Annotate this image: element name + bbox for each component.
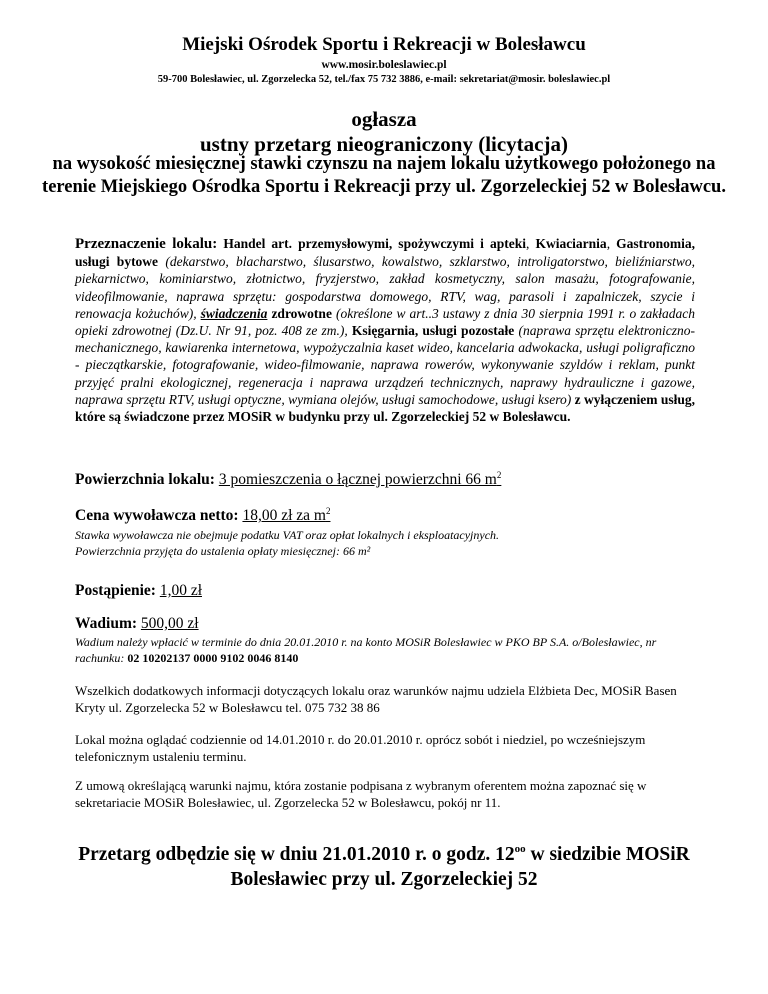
step-row [75, 581, 695, 600]
area-row [75, 470, 695, 489]
purpose-part-8: Księgarnia, usługi pozostałe [351, 323, 515, 339]
purpose-part-1: Handel art. przemysłowymi, spożywczymi i apteki [223, 236, 526, 251]
purpose-part-3: Gastronomia, usługi bytowe [75, 236, 696, 270]
purpose-label: Przeznaczenie lokalu: [75, 236, 218, 252]
price-value-text: 18,00 zł za m [242, 507, 326, 524]
purpose-sep-1: , [525, 236, 536, 251]
announcement-line-2: ustny przetarg nieograniczony (licytacja) [199, 132, 568, 156]
purpose-part-2: Kwiaciarnia [535, 236, 607, 251]
wadium-account-number: 02 10202137 0000 9102 0046 8140 [127, 650, 299, 665]
area-value-sup: 2 [496, 470, 502, 480]
org-name: Miejski Ośrodek Sportu i Rekreacji w Bolesławcu [182, 34, 586, 55]
purpose-part-4: (dekarstwo, blacharstwo, ślusarstwo, kowalstwo, szklarstwo, introligatorstwo, bieliźniarstwo, piekarnictwo, kominiarstwo, złotnictwo, fryzjerstwo, zakład kosmetyczny, salon masażu, fotografowanie, videofilmowanie, naprawa sprzętu: gospodarstwa domowego, RTV, wag, parasoli i zapalniczek, szycie i renowacja kożuchów), [75, 254, 695, 321]
wadium-note-text: Wadium należy wpłacić w terminie do dnia 20.01.2010 r. na konto MOSiR Bolesławiec w PKO BP S.A. o/Bolesławiec, nr rachunku: [75, 635, 657, 665]
purpose-part-9: (naprawa sprzętu elektroniczno-mechanicznego, kawiarenka internetowa, wypożyczalnia kaset wideo, kancelaria adwokacka, usługi poligraficzno - pieczątkarskie, fotografowanie, wideo-filmowanie, naprawa rowerów, wykonywanie szyldów i reklam, punkt przyjęć pralni ekologicznej, regeneracja i naprawa urządzeń technicznych, naprawy hydrauliczne i gazowe, naprawa sprzętu RTV, usługi optyczne, wymiana olejów, usługi samochodowe, usługi ksero) [75, 323, 695, 407]
step-label: Postąpienie: [75, 582, 156, 599]
price-value-sup: 2 [325, 506, 331, 516]
final-part-2: w siedzibie MOSiR Bolesławiec przy ul. Zgorzeleckiej 52 [230, 844, 690, 890]
purpose-part-5: świadczenia [200, 305, 268, 321]
contract-paragraph: Z umową określającą warunki najmu, która zostanie podpisana z wybranym oferentem można zapoznać się w sekretariacie MOSiR Bolesławiec, ul. Zgorzelecka 52 w Bolesławcu, pokój nr 11. [75, 778, 647, 810]
purpose-part-7: (określone w art..3 ustawy z dnia 30 sierpnia 1991 r. o zakładach opieki zdrowotnej (Dz.U. Nr 91, poz. 408 ze zm.), [75, 305, 696, 339]
wadium-value: 500,00 zł [140, 615, 199, 632]
auction-date-statement [40, 842, 728, 892]
price-note-1: Stawka wywoławcza nie obejmuje podatku VAT oraz opłat lokalnych i eksploatacyjnych. [75, 528, 500, 542]
step-value: 1,00 zł [159, 582, 202, 599]
info-paragraph: Wszelkich dodatkowych informacji dotyczących lokalu oraz warunków najmu udziela Elżbieta Dec, MOSiR Basen Kryty ul. Zgorzelecka 52 w Bolesławcu tel. 075 732 38 86 [75, 683, 677, 715]
price-note-2: Powierzchnia przyjęta do ustalenia opłaty miesięcznej: 66 m² [75, 543, 371, 558]
area-value-text: 3 pomieszczenia o łącznej powierzchni 66 m [218, 471, 497, 488]
final-sup: oo [514, 843, 526, 855]
price-row [75, 506, 695, 525]
announcement-heading [0, 107, 768, 157]
org-address: 59-700 Bolesławiec, ul. Zgorzelecka 52, tel./fax 75 732 3886, e-mail: sekretariat@mosir. boleslawiec.pl [157, 74, 611, 85]
purpose-section [75, 235, 695, 425]
purpose-part-6: zdrowotne [267, 305, 332, 321]
price-label: Cena wywoławcza netto: [75, 507, 239, 524]
purpose-sep-2: , [606, 236, 617, 251]
viewing-paragraph: Lokal można oglądać codziennie od 14.01.2010 r. do 20.01.2010 r. oprócz sobót i niedziel, po wcześniejszym telefonicznym ustaleniu terminu. [75, 732, 646, 764]
announcement-line-1: ogłasza [351, 107, 417, 131]
area-label: Powierzchnia lokalu: [75, 471, 215, 488]
wadium-row [75, 614, 695, 633]
area-value [219, 471, 502, 488]
price-notes [75, 528, 695, 559]
wadium-note [75, 635, 695, 666]
wadium-label: Wadium: [75, 615, 138, 632]
final-part-1: Przetarg odbędzie się w dniu 21.01.2010 r. o godz. 12 [78, 844, 515, 865]
org-website: www.mosir.boleslawiec.pl [321, 59, 447, 71]
purpose-part-10: z wyłączeniem usług, które są świadczone przez MOSiR w budynku przy ul. Zgorzeleckiej 52 w Bolesławcu. [75, 391, 695, 425]
price-value [242, 507, 330, 524]
announcement-subject: na wysokość miesięcznej stawki czynszu na najem lokalu użytkowego położonego na terenie Miejskiego Ośrodka Sportu i Rekreacji przy ul. Zgorzeleckiej 52 w Bolesławcu. [42, 154, 726, 197]
